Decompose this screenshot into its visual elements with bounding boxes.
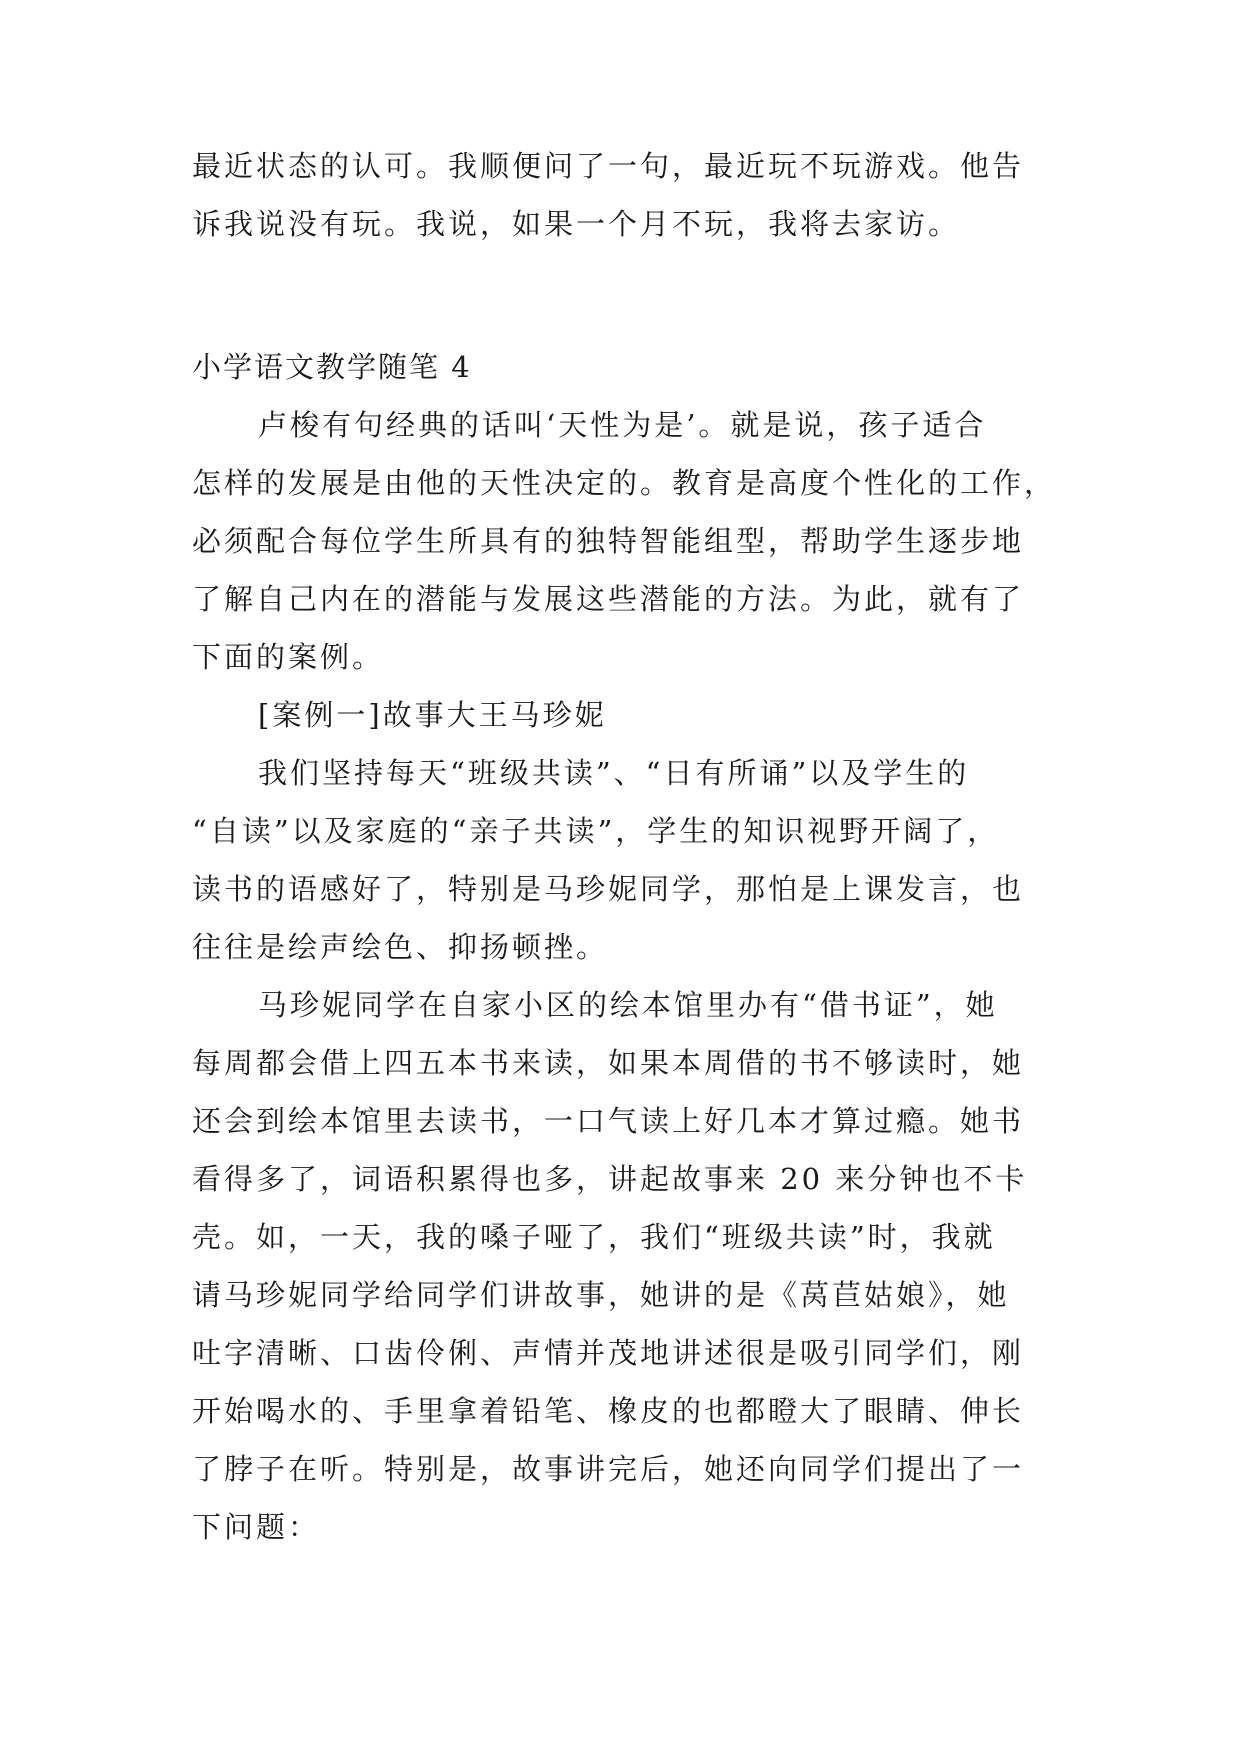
text-line: 吐字清晰、口齿伶俐、声情并茂地讲述很是吸引同学们，刚	[192, 1336, 1025, 1370]
text-line: 下问题：	[192, 1510, 321, 1544]
text-line: 下面的案例。	[192, 640, 385, 674]
text-line: 必须配合每位学生所具有的独特智能组型，帮助学生逐步地	[192, 524, 1025, 558]
text-line: 最近状态的认可。我顺便问了一句，最近玩不玩游戏。他告	[192, 149, 1025, 183]
text-line: 看得多了，词语积累得也多，讲起故事来 20 来分钟也不卡	[192, 1162, 1028, 1196]
text-line: 了解自己内在的潜能与发展这些潜能的方法。为此，就有了	[192, 582, 1025, 616]
text-line: 马珍妮同学在自家小区的绘本馆里办有“借书证”，她	[258, 988, 998, 1022]
text-line: 卢梭有句经典的话叫‘天性为是’。就是说，孩子适合	[258, 408, 987, 442]
text-line: 开始喝水的、手里拿着铅笔、橡皮的也都瞪大了眼睛、伸长	[192, 1394, 1025, 1428]
text-line: 怎样的发展是由他的天性决定的。教育是高度个性化的工作，	[192, 466, 1057, 500]
text-line: 诉我说没有玩。我说，如果一个月不玩，我将去家访。	[192, 207, 961, 241]
text-line: 还会到绘本馆里去读书，一口气读上好几本才算过瘾。她书	[192, 1104, 1025, 1138]
text-line: 我们坚持每天“班级共读”、“日有所诵”以及学生的	[258, 756, 970, 790]
body-text	[192, 396, 1057, 1556]
text-line: [案例一]故事大王马珍妮	[258, 698, 607, 732]
text-line: 每周都会借上四五本书来读，如果本周借的书不够读时，她	[192, 1046, 1025, 1080]
text-line: 往往是绘声绘色、抑扬顿挫。	[192, 930, 609, 964]
text-line: 请马珍妮同学给同学们讲故事，她讲的是《莴苣姑娘》，她	[192, 1278, 1010, 1312]
text-line: 壳。如，一天，我的嗓子哑了，我们“班级共读”时，我就	[192, 1220, 996, 1254]
text-line: “自读”以及家庭的“亲子共读”，学生的知识视野开阔了，	[192, 814, 1000, 848]
intro-paragraph	[192, 137, 1052, 253]
section-title: 小学语文教学随笔 4	[192, 350, 472, 384]
text-line: 读书的语感好了，特别是马珍妮同学，那怕是上课发言，也	[192, 872, 1025, 906]
text-line: 了脖子在听。特别是，故事讲完后，她还向同学们提出了一	[192, 1452, 1025, 1486]
